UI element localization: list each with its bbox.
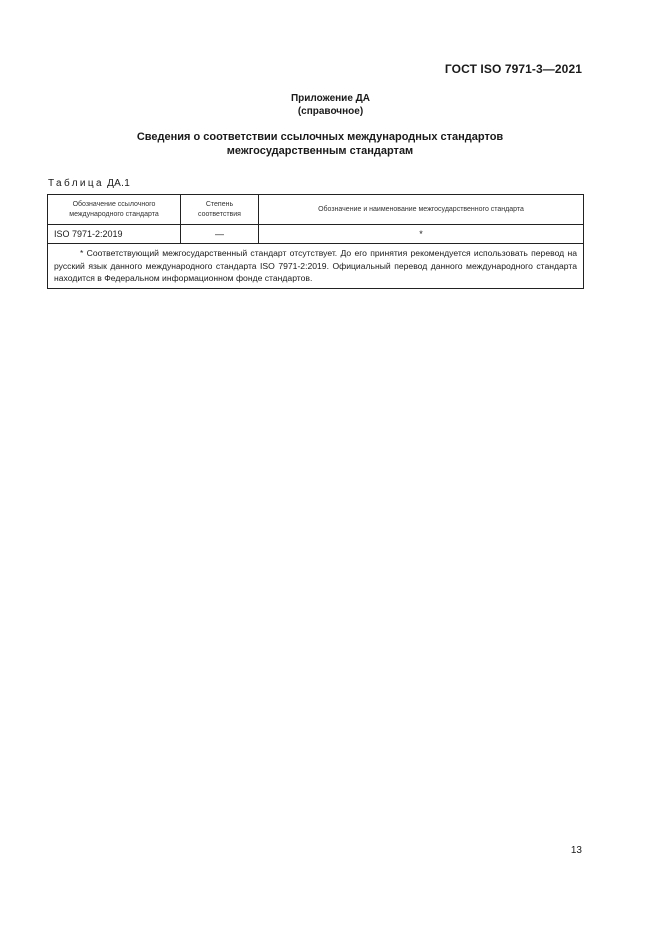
cell-degree: —	[181, 225, 259, 244]
column-header-degree	[181, 195, 259, 225]
column-header-degree-line-1: Степень	[205, 200, 234, 208]
table-header-row	[48, 195, 584, 225]
page-number: 13	[570, 845, 582, 856]
document-code: ГОСТ ISO 7971-3—2021	[444, 62, 582, 76]
column-header-degree-line-2: соответствия	[198, 210, 241, 218]
correspondence-table	[47, 194, 584, 289]
column-header-national	[259, 195, 584, 225]
table-footnote: * Соответствующий межгосударственный стандарт отсутствует. До его принятия рекомендуется использовать перевод на русский язык данного международного стандарта ISO 7971-2:2019. Официальный перевод данного международного стандарта находится в Федеральном информационном фонде стандартов.	[54, 248, 577, 283]
table-caption	[48, 178, 130, 189]
column-header-national-line-1: Обозначение и наименование межгосударственного стандарта	[318, 205, 524, 213]
section-title	[0, 130, 640, 158]
cell-reference: ISO 7971-2:2019	[48, 225, 181, 244]
table-caption-id: ДА.1	[107, 178, 131, 189]
table-footnote-cell	[48, 244, 584, 289]
table-footnote-row	[48, 244, 584, 289]
column-header-reference-line-2: международного стандарта	[69, 210, 159, 218]
column-header-reference	[48, 195, 181, 225]
cell-national: *	[259, 225, 584, 244]
annex-status: (справочное)	[297, 106, 364, 117]
annex-heading	[0, 92, 661, 118]
annex-title: Приложение ДА	[290, 93, 371, 104]
table-caption-word: Таблица	[48, 178, 105, 189]
table-row	[48, 225, 584, 244]
column-header-reference-line-1: Обозначение ссылочного	[72, 200, 156, 208]
section-title-line-1: Сведения о соответствии ссылочных международных стандартов	[136, 131, 504, 143]
section-title-line-2: межгосударственным стандартам	[226, 145, 414, 157]
